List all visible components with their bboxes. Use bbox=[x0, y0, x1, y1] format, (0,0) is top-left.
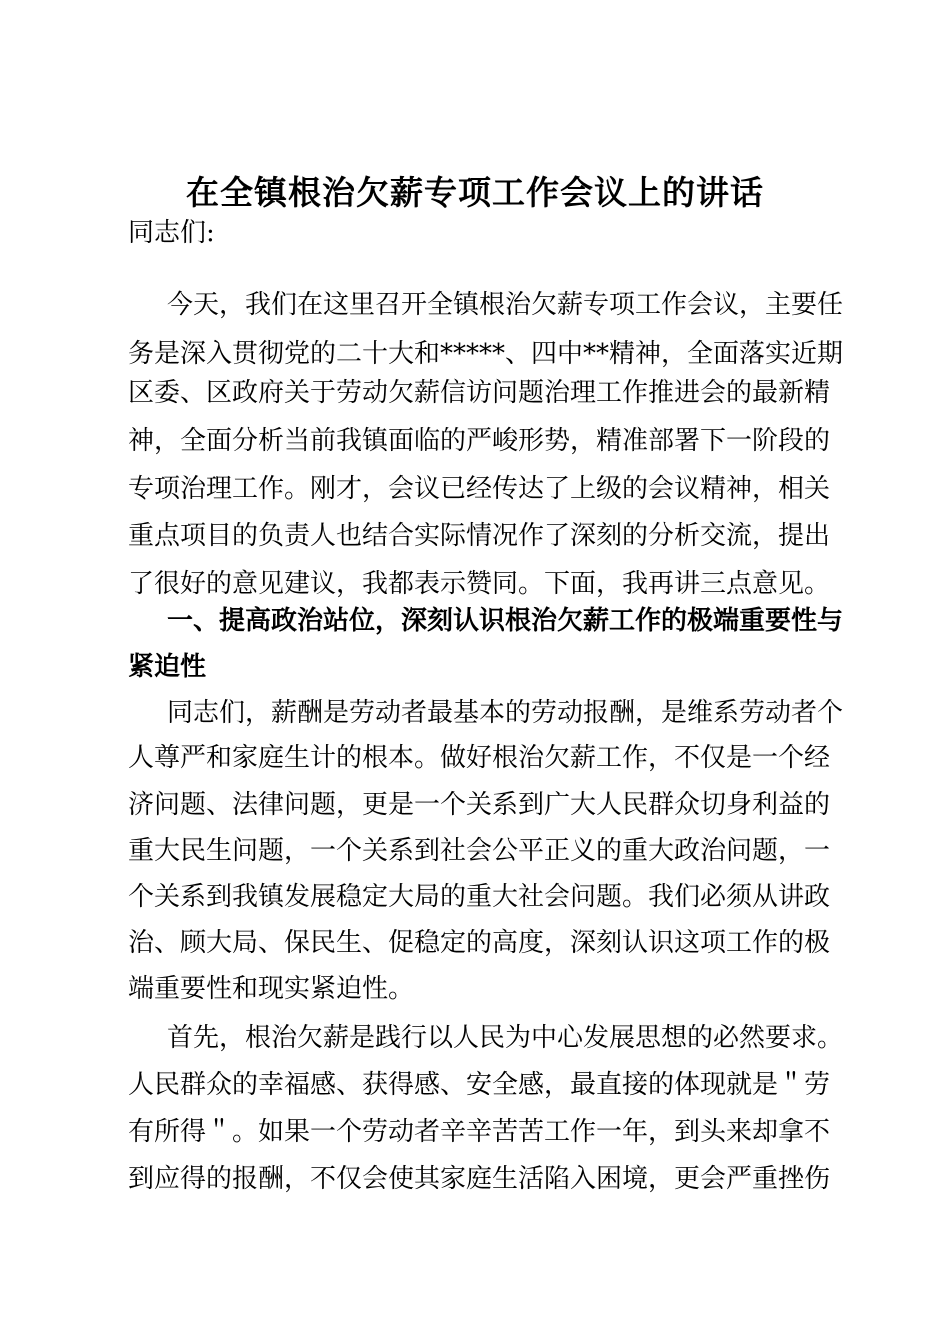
paragraph-2-line-7: 端重要性和现实紧迫性。 bbox=[128, 974, 415, 1004]
paragraph-2-line-4: 重大民生问题，一个关系到社会公平正义的重大政治问题，一 bbox=[128, 836, 831, 866]
salutation: 同志们: bbox=[128, 218, 215, 248]
paragraph-1-line-3: 区委、区政府关于劳动欠薪信访问题治理工作推进会的最新精 bbox=[128, 378, 831, 408]
paragraph-1-line-6: 重点项目的负责人也结合实际情况作了深刻的分析交流，提出 bbox=[128, 521, 831, 551]
paragraph-1-line-1: 今天，我们在这里召开全镇根治欠薪专项工作会议，主要任 bbox=[167, 290, 844, 320]
paragraph-3-line-3: 有所得＂。如果一个劳动者辛辛苦苦工作一年，到头来却拿不 bbox=[128, 1117, 831, 1147]
paragraph-2-line-2: 人尊严和家庭生计的根本。做好根治欠薪工作，不仅是一个经 bbox=[128, 743, 831, 773]
paragraph-2-line-6: 治、顾大局、保民生、促稳定的高度，深刻认识这项工作的极 bbox=[128, 928, 831, 958]
paragraph-3-line-2: 人民群众的幸福感、获得感、安全感，最直接的体现就是＂劳 bbox=[128, 1070, 831, 1100]
paragraph-2-line-1: 同志们，薪酬是劳动者最基本的劳动报酬，是维系劳动者个 bbox=[167, 698, 844, 728]
paragraph-1-line-2: 务是深入贯彻党的二十大和*****、四中**精神，全面落实近期 bbox=[128, 339, 844, 369]
paragraph-3-line-1: 首先，根治欠薪是践行以人民为中心发展思想的必然要求。 bbox=[167, 1023, 844, 1053]
paragraph-1-line-4: 神，全面分析当前我镇面临的严峻形势，精准部署下一阶段的 bbox=[128, 426, 831, 456]
paragraph-1-line-7: 了很好的意见建议，我都表示赞同。下面，我再讲三点意见。 bbox=[128, 569, 831, 599]
paragraph-1-line-5: 专项治理工作。刚才，会议已经传达了上级的会议精神，相关 bbox=[128, 474, 831, 504]
paragraph-2-line-3: 济问题、法律问题，更是一个关系到广大人民群众切身利益的 bbox=[128, 790, 831, 820]
section-heading-line-2: 紧迫性 bbox=[128, 652, 207, 682]
section-heading-line-1: 一、提高政治站位，深刻认识根治欠薪工作的极端重要性与 bbox=[167, 606, 844, 636]
paragraph-3-line-4: 到应得的报酬，不仅会使其家庭生活陷入困境，更会严重挫伤 bbox=[128, 1164, 831, 1194]
paragraph-2-line-5: 个关系到我镇发展稳定大局的重大社会问题。我们必须从讲政 bbox=[128, 882, 831, 912]
document-title: 在全镇根治欠薪专项工作会议上的讲话 bbox=[186, 173, 764, 212]
